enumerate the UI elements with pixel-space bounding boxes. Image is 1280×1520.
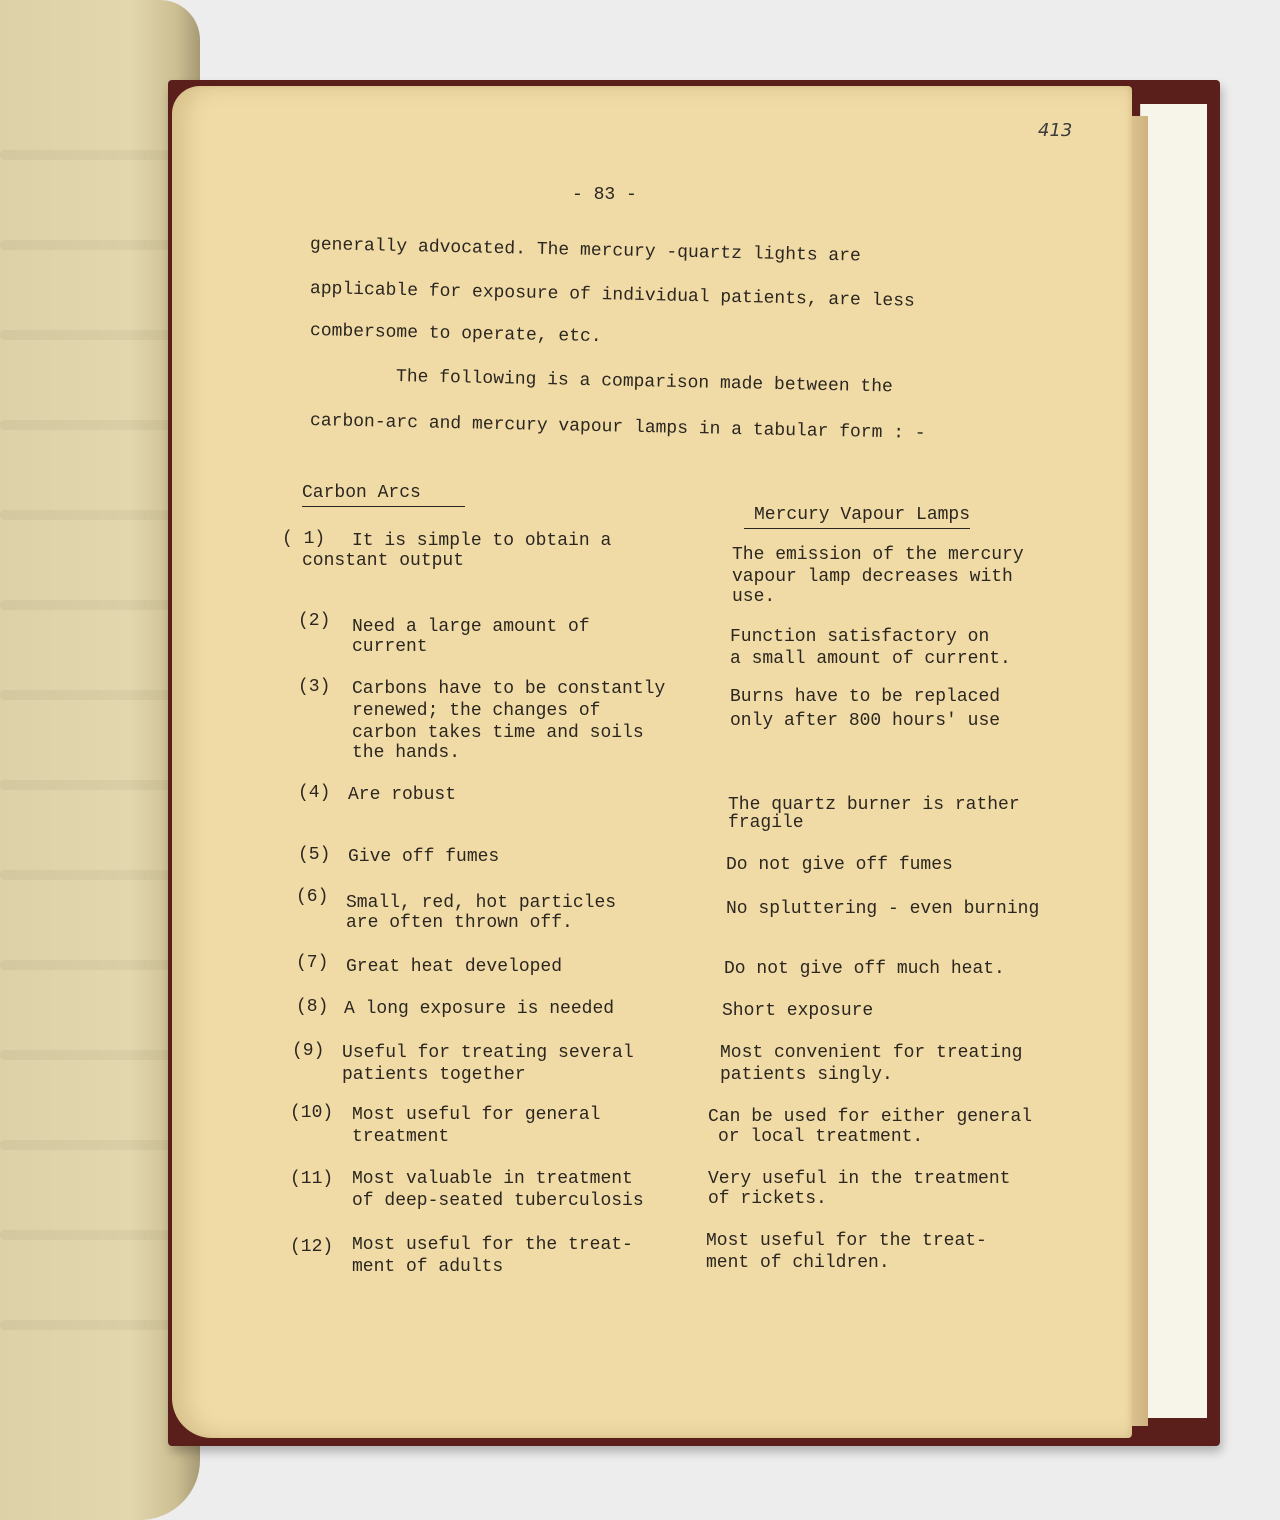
- mercury-text-line: Burns have to be replaced: [730, 687, 1001, 707]
- carbon-text-line: constant output: [302, 551, 465, 571]
- mercury-text-line: The emission of the mercury: [732, 545, 1024, 565]
- carbon-text-line: treatment: [352, 1127, 450, 1147]
- carbon-text-line: carbon takes time and soils: [352, 723, 644, 743]
- show-through-line: [0, 240, 190, 250]
- row-number: (6): [296, 887, 329, 907]
- mercury-text-line: use.: [732, 587, 776, 607]
- show-through-line: [0, 960, 190, 970]
- carbon-text-line: Are robust: [348, 785, 457, 805]
- carbon-text-line: Need a large amount of: [352, 617, 590, 637]
- carbon-text-line: Most useful for the treat-: [352, 1235, 633, 1255]
- carbon-text-line: renewed; the changes of: [352, 701, 601, 721]
- carbon-text-line: patients together: [342, 1065, 526, 1085]
- mercury-text-line: Most useful for the treat-: [706, 1231, 987, 1251]
- show-through-line: [0, 420, 190, 430]
- mercury-text-line: The quartz burner is rather: [728, 795, 1020, 815]
- row-number: (7): [296, 953, 329, 973]
- mercury-lamps-heading: Mercury Vapour Lamps: [744, 504, 970, 529]
- carbon-text-line: Carbons have to be constantly: [352, 679, 666, 699]
- mercury-text-line: vapour lamp decreases with: [732, 567, 1013, 587]
- carbon-text-line: are often thrown off.: [346, 913, 573, 933]
- show-through-line: [0, 510, 190, 520]
- row-number: (5): [298, 845, 331, 865]
- carbon-text-line: Great heat developed: [346, 957, 563, 977]
- show-through-line: [0, 870, 190, 880]
- show-through-line: [0, 690, 190, 700]
- carbon-text-line: A long exposure is needed: [344, 999, 615, 1019]
- row-number: (8): [296, 997, 329, 1017]
- carbon-text-line: of deep-seated tuberculosis: [352, 1191, 644, 1211]
- mercury-text-line: patients singly.: [720, 1065, 893, 1085]
- folio-number: 413: [1038, 120, 1073, 141]
- mercury-text-line: Most convenient for treating: [720, 1043, 1023, 1063]
- text-line: combersome to operate, etc.: [309, 321, 602, 348]
- row-number: (11): [290, 1169, 334, 1189]
- carbon-text-line: It is simple to obtain a: [352, 531, 612, 551]
- mercury-text-line: a small amount of current.: [730, 649, 1011, 669]
- text-line: The following is a comparison made between the: [395, 367, 893, 398]
- row-number: (12): [290, 1237, 334, 1257]
- mercury-text-line: No spluttering - even burning: [726, 899, 1040, 919]
- carbon-text-line: Small, red, hot particles: [346, 893, 617, 913]
- show-through-line: [0, 1320, 190, 1330]
- carbon-text-line: Most useful for general: [352, 1105, 601, 1125]
- show-through-line: [0, 780, 190, 790]
- mercury-text-line: of rickets.: [708, 1189, 827, 1209]
- document-page: [172, 86, 1132, 1438]
- row-number: (3): [298, 677, 331, 697]
- mercury-text-line: or local treatment.: [718, 1127, 924, 1147]
- carbon-arcs-heading: Carbon Arcs: [302, 482, 465, 507]
- carbon-text-line: the hands.: [352, 743, 461, 763]
- carbon-text-line: ment of adults: [352, 1257, 504, 1277]
- row-number: (10): [290, 1103, 334, 1123]
- mercury-text-line: Function satisfactory on: [730, 627, 990, 647]
- mercury-text-line: ment of children.: [706, 1253, 890, 1273]
- carbon-text-line: Most valuable in treatment: [352, 1169, 633, 1189]
- text-line: carbon-arc and mercury vapour lamps in a tabular form : -: [309, 411, 926, 444]
- carbon-text-line: current: [352, 637, 428, 657]
- show-through-line: [0, 1050, 190, 1060]
- mercury-text-line: only after 800 hours' use: [730, 711, 1001, 731]
- show-through-line: [0, 1140, 190, 1150]
- white-endpaper: [1140, 104, 1207, 1418]
- show-through-line: [0, 150, 190, 160]
- text-line: applicable for exposure of individual patients, are less: [309, 279, 915, 312]
- show-through-line: [0, 600, 190, 610]
- row-number: (4): [298, 783, 331, 803]
- mercury-text-line: Very useful in the treatment: [708, 1169, 1011, 1189]
- carbon-text-line: Give off fumes: [348, 847, 500, 867]
- row-number: (2): [298, 611, 331, 631]
- row-number: (9): [292, 1041, 325, 1061]
- carbon-text-line: Useful for treating several: [342, 1043, 634, 1063]
- row-number: ( 1): [282, 529, 326, 549]
- page-number: - 83 -: [572, 185, 637, 205]
- show-through-line: [0, 1230, 190, 1240]
- mercury-text-line: Can be used for either general: [708, 1107, 1033, 1127]
- mercury-text-line: fragile: [728, 813, 804, 833]
- mercury-text-line: Do not give off fumes: [726, 855, 953, 875]
- text-line: generally advocated. The mercury -quartz lights are: [309, 235, 861, 267]
- show-through-line: [0, 330, 190, 340]
- mercury-text-line: Short exposure: [722, 1001, 874, 1021]
- mercury-text-line: Do not give off much heat.: [724, 959, 1005, 979]
